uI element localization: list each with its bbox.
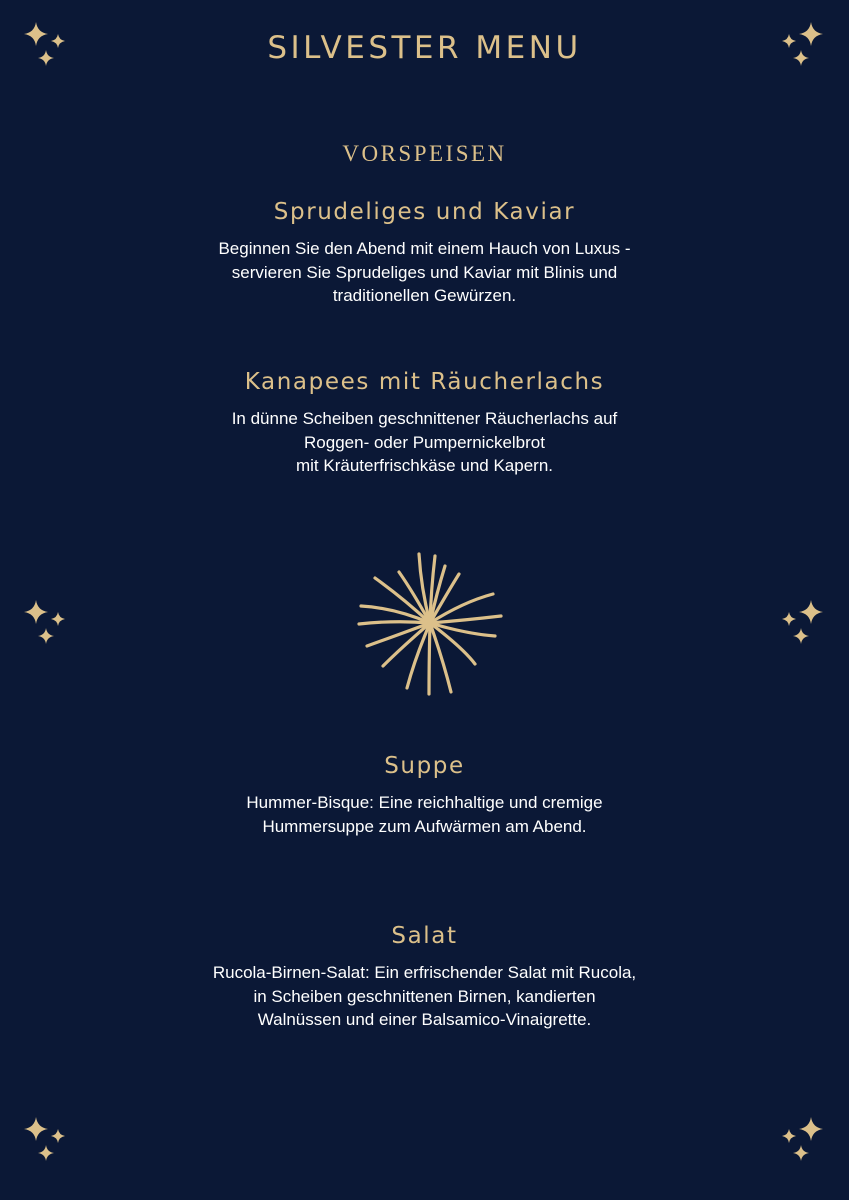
dish-salat bbox=[0, 923, 849, 1032]
description-line: Hummersuppe zum Aufwärmen am Abend. bbox=[262, 816, 587, 836]
description-line: Walnüssen und einer Balsamico-Vinaigrette. bbox=[257, 1010, 592, 1029]
sparkle-icon bbox=[779, 20, 825, 74]
dish-suppe bbox=[0, 753, 849, 838]
dish-description bbox=[0, 961, 849, 1032]
dish-name: Kanapees mit Räucherlachs bbox=[244, 369, 605, 395]
description-line: Roggen- oder Pumpernickelbrot bbox=[304, 432, 545, 452]
firework-burst-icon bbox=[355, 550, 505, 696]
dish-name: Suppe bbox=[384, 753, 465, 779]
description-line: In dünne Scheiben geschnittener Räucherlachs auf bbox=[231, 409, 618, 428]
dish-description bbox=[0, 791, 849, 838]
dish-kanapees-raeucherlachs bbox=[0, 369, 849, 478]
description-line: mit Kräuterfrischkäse und Kapern. bbox=[295, 456, 553, 475]
description-line: Hummer-Bisque: Eine reichhaltige und cremige bbox=[246, 793, 603, 812]
sparkle-icon bbox=[22, 20, 68, 74]
description-line: servieren Sie Sprudeliges und Kaviar mit Blinis und bbox=[231, 262, 618, 282]
sparkle-icon bbox=[779, 1115, 825, 1169]
section-heading-vorspeisen: VORSPEISEN bbox=[342, 141, 507, 166]
dish-name: Sprudeliges und Kaviar bbox=[273, 199, 576, 225]
dish-name: Salat bbox=[391, 923, 458, 949]
description-line: in Scheiben geschnittenen Birnen, kandierten bbox=[253, 986, 596, 1006]
dish-description bbox=[0, 237, 849, 308]
sparkle-icon bbox=[22, 598, 68, 652]
description-line: traditionellen Gewürzen. bbox=[332, 286, 517, 305]
dish-sprudeliges-kaviar bbox=[0, 199, 849, 308]
dish-description bbox=[0, 407, 849, 478]
sparkle-icon bbox=[22, 1115, 68, 1169]
description-line: Rucola-Birnen-Salat: Ein erfrischender Salat mit Rucola, bbox=[212, 963, 637, 982]
sparkle-icon bbox=[779, 598, 825, 652]
description-line: Beginnen Sie den Abend mit einem Hauch von Luxus - bbox=[218, 239, 631, 258]
menu-title: SILVESTER MENU bbox=[267, 30, 582, 66]
